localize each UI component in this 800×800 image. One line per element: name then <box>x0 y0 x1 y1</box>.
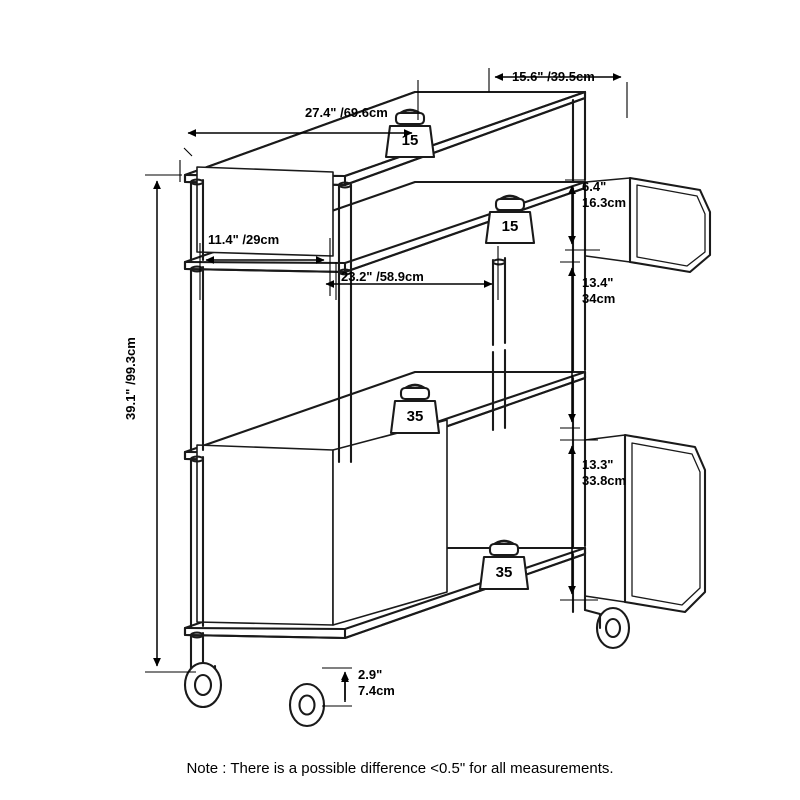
measurement-note: Note : There is a possible difference <0.5" for all measurements. <box>186 760 614 777</box>
dimension-label-middle-opening-inch: 13.4" <box>582 275 614 290</box>
dimension-label-caster-height-inch: 2.9" <box>358 667 383 682</box>
weight-label-bottom-shelf: 35 <box>495 564 513 581</box>
weight-label-top: 15 <box>401 132 419 149</box>
dimension-label-middle-opening-cm: 34cm <box>582 291 616 306</box>
dimension-label-shelf-width: 23.2" /58.9cm <box>341 269 424 284</box>
caster-front-right <box>290 684 324 726</box>
caster-back-right <box>585 608 629 648</box>
dimension-label-upper-opening-inch: 6.4" <box>582 179 607 194</box>
dimension-label-upper-opening-cm: 16.3cm <box>582 195 627 210</box>
caster-front-left <box>185 663 221 707</box>
weight-label-middle-shelf: 35 <box>406 408 424 425</box>
cart-body <box>185 92 710 726</box>
dimension-label-lower-opening-cm: 33.8cm <box>582 473 627 488</box>
dimension-label-shelf-depth: 11.4" /29cm <box>208 232 280 247</box>
weight-label-upper-shelf: 15 <box>501 218 519 235</box>
dimension-label-top-width: 27.4" /69.6cm <box>305 105 388 120</box>
dimension-label-top-depth: 15.6" /39.5cm <box>512 69 595 84</box>
dimension-label-lower-opening-inch: 13.3" <box>582 457 614 472</box>
dimension-label-total-height: 39.1" /99.3cm <box>123 337 138 420</box>
dimension-label-caster-height-cm: 7.4cm <box>358 683 395 698</box>
